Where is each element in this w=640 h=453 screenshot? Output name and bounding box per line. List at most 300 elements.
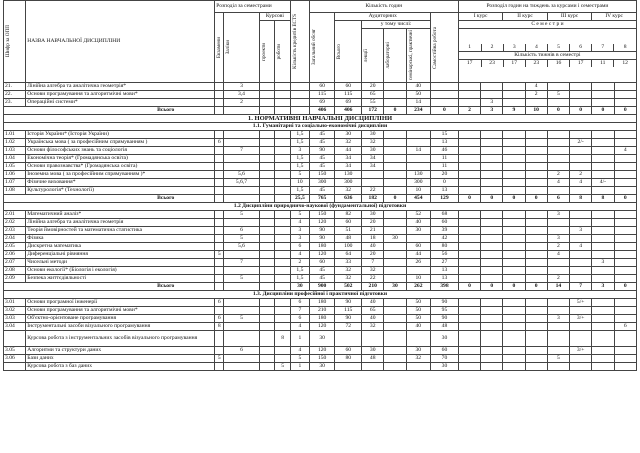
row-cell: 60: [406, 243, 430, 251]
row-cell: [503, 163, 525, 171]
row-cell: [215, 171, 224, 179]
row-cell: [458, 307, 480, 315]
row-cell: 14: [406, 147, 430, 155]
total-cell: 3: [481, 107, 503, 115]
row-cell: [503, 315, 525, 323]
row-cell: [458, 243, 480, 251]
row-cell: [259, 219, 275, 227]
row-cell: [592, 91, 614, 99]
row-cell: 5: [224, 211, 260, 219]
row-cell: [215, 275, 224, 283]
row-cell: 1,5: [290, 275, 309, 283]
row-cell: 300: [309, 179, 335, 187]
total-cell: 0: [525, 195, 547, 203]
row-cell: 30: [406, 347, 430, 355]
table-row: [4, 131, 637, 139]
row-cell: [614, 275, 637, 283]
row-cell: [458, 267, 480, 275]
row-cell: [458, 323, 480, 331]
row-cell: [215, 211, 224, 219]
row-cell: 45: [309, 163, 335, 171]
total-cell: [290, 107, 309, 115]
row-cell: [570, 307, 592, 315]
row-cell: [592, 251, 614, 259]
row-cell: [458, 187, 480, 195]
row-cell: [570, 363, 592, 371]
row-cell: [614, 347, 637, 355]
discipline-name: Об'єктно-орієнтоване програмування: [26, 315, 215, 323]
total-cell: 30: [384, 283, 406, 291]
row-cell: 180: [309, 243, 335, 251]
discipline-name: Математичний аналіз*: [26, 211, 215, 219]
row-cell: 32: [335, 187, 362, 195]
discipline-name: Українська мова ( за професійним спрямуванням ): [26, 139, 215, 147]
row-cell: [215, 307, 224, 315]
discipline-name: Бази даних: [26, 355, 215, 363]
row-code: 2.03: [4, 227, 26, 235]
row-cell: [592, 155, 614, 163]
row-cell: [614, 251, 637, 259]
row-cell: [224, 155, 260, 163]
row-cell: [547, 267, 569, 275]
row-cell: 13: [431, 267, 459, 275]
row-cell: [592, 315, 614, 323]
row-cell: [275, 227, 291, 235]
row-cell: 15: [431, 131, 459, 139]
row-cell: [503, 211, 525, 219]
table-row: [4, 99, 637, 107]
row-cell: [259, 187, 275, 195]
row-cell: [503, 323, 525, 331]
row-cell: [275, 355, 291, 363]
subsection-title-row: [4, 291, 637, 299]
row-cell: [481, 179, 503, 187]
row-cell: [614, 267, 637, 275]
row-cell: [259, 331, 275, 347]
row-cell: [275, 155, 291, 163]
row-cell: 4: [547, 251, 569, 259]
row-cell: 4/-: [592, 179, 614, 187]
row-cell: 30: [362, 131, 384, 139]
row-cell: 13: [431, 139, 459, 147]
row-code: 3.02: [4, 307, 26, 315]
row-cell: [547, 331, 569, 347]
row-cell: [592, 323, 614, 331]
row-cell: [275, 259, 291, 267]
row-cell: 6: [614, 323, 637, 331]
row-cell: [614, 355, 637, 363]
discipline-name: Основи програмування та алгоритмічні мови*: [26, 91, 215, 99]
row-cell: 10: [406, 187, 430, 195]
row-cell: [481, 171, 503, 179]
table-row: [4, 139, 637, 147]
row-cell: [481, 219, 503, 227]
row-cell: [614, 227, 637, 235]
header-ects: Кількість кредитів ECTS: [290, 1, 309, 83]
row-cell: [503, 275, 525, 283]
row-cell: [525, 331, 547, 347]
row-cell: 4: [570, 243, 592, 251]
row-cell: 5: [290, 211, 309, 219]
discipline-name: Економічна теорія* (Громадянська освіта): [26, 155, 215, 163]
semester-weeks: 23: [481, 60, 503, 68]
row-cell: 6: [290, 243, 309, 251]
row-cell: 300: [406, 179, 430, 187]
total-label: Всього: [4, 107, 215, 115]
row-cell: [384, 355, 406, 363]
row-cell: [525, 307, 547, 315]
row-cell: [406, 131, 430, 139]
total-cell: [224, 283, 260, 291]
row-cell: 34: [362, 155, 384, 163]
row-cell: 95: [431, 307, 459, 315]
row-cell: 90: [335, 315, 362, 323]
row-code: 1.05: [4, 163, 26, 171]
row-code: 2.09: [4, 275, 26, 283]
row-code: 3.03: [4, 315, 26, 323]
discipline-name: Культурологія* (Технології): [26, 187, 215, 195]
row-cell: [592, 243, 614, 251]
row-cell: [275, 99, 291, 107]
row-cell: 130: [335, 171, 362, 179]
row-cell: [570, 331, 592, 347]
total-cell: 0: [570, 107, 592, 115]
table-row: [4, 275, 637, 283]
table-row: [4, 243, 637, 251]
total-cell: [215, 283, 224, 291]
row-cell: 60: [335, 347, 362, 355]
row-cell: 5: [215, 251, 224, 259]
row-cell: [592, 331, 614, 347]
row-cell: 60: [335, 83, 362, 91]
total-cell: 210: [362, 283, 384, 291]
row-cell: [481, 347, 503, 355]
row-cell: 3: [290, 147, 309, 155]
row-code: 1.08: [4, 187, 26, 195]
total-cell: 0: [503, 195, 525, 203]
total-cell: 454: [406, 195, 430, 203]
total-cell: [275, 107, 291, 115]
row-cell: [224, 163, 260, 171]
row-cell: [224, 267, 260, 275]
row-cell: [259, 227, 275, 235]
row-cell: [525, 267, 547, 275]
row-cell: 180: [309, 315, 335, 323]
row-cell: [275, 131, 291, 139]
row-cell: [570, 275, 592, 283]
row-cell: 300: [335, 179, 362, 187]
row-cell: 7: [362, 259, 384, 267]
row-cell: [525, 147, 547, 155]
row-cell: [406, 163, 430, 171]
row-cell: [592, 163, 614, 171]
header-total: Загальний обсяг: [309, 13, 335, 83]
row-cell: [362, 179, 384, 187]
discipline-name: Історія України* (Історія України): [26, 131, 215, 139]
total-cell: 398: [431, 283, 459, 291]
header-semester-detail: [458, 29, 636, 83]
row-code: [4, 363, 26, 371]
row-cell: [215, 187, 224, 195]
row-cell: [215, 267, 224, 275]
row-cell: [592, 139, 614, 147]
discipline-name: Фізика: [26, 235, 215, 243]
row-cell: 52: [406, 211, 430, 219]
row-cell: [215, 347, 224, 355]
row-cell: 7: [224, 259, 260, 267]
row-cell: [215, 235, 224, 243]
row-cell: [503, 355, 525, 363]
row-cell: [259, 323, 275, 331]
header-weekly: Розподіл годин на тиждень за курсами і семестрами: [458, 1, 636, 13]
row-cell: [503, 299, 525, 307]
row-cell: 39: [431, 227, 459, 235]
row-cell: 65: [362, 307, 384, 315]
row-cell: [384, 275, 406, 283]
row-cell: [592, 355, 614, 363]
total-cell: 0: [431, 107, 459, 115]
row-cell: [458, 155, 480, 163]
row-cell: 7: [224, 147, 260, 155]
semester-weeks: 23: [525, 60, 547, 68]
row-cell: 40: [362, 243, 384, 251]
table-row: [4, 235, 637, 243]
row-cell: 30: [362, 211, 384, 219]
row-cell: [525, 155, 547, 163]
row-cell: 30: [406, 227, 430, 235]
row-cell: [547, 131, 569, 139]
total-cell: 765: [309, 195, 335, 203]
row-cell: [525, 299, 547, 307]
row-cell: [458, 91, 480, 99]
row-cell: [224, 323, 260, 331]
row-cell: 40: [406, 219, 430, 227]
row-cell: 42: [431, 235, 459, 243]
row-cell: 10: [406, 275, 430, 283]
total-cell: 234: [406, 107, 430, 115]
row-cell: 150: [309, 211, 335, 219]
discipline-name: Фізичне виховання*: [26, 179, 215, 187]
row-cell: [259, 163, 275, 171]
row-cell: [259, 83, 275, 91]
row-cell: 11: [431, 155, 459, 163]
row-cell: [215, 99, 224, 107]
header-all: Всього: [335, 21, 362, 83]
row-cell: [614, 235, 637, 243]
row-cell: 90: [309, 235, 335, 243]
row-cell: [224, 219, 260, 227]
row-cell: [481, 91, 503, 99]
total-cell: 0: [503, 283, 525, 291]
row-cell: 32: [335, 267, 362, 275]
row-cell: [458, 211, 480, 219]
row-cell: [503, 251, 525, 259]
row-cell: 4: [570, 179, 592, 187]
total-cell: 0: [384, 195, 406, 203]
row-cell: [525, 99, 547, 107]
header-lectures: лекції: [362, 29, 384, 83]
row-cell: 30: [362, 347, 384, 355]
row-cell: [525, 355, 547, 363]
table-row: [4, 267, 637, 275]
row-cell: [525, 363, 547, 371]
row-cell: [406, 235, 430, 243]
row-cell: [259, 91, 275, 99]
row-cell: [614, 243, 637, 251]
total-row: [4, 283, 637, 291]
row-cell: 6: [215, 299, 224, 307]
row-cell: [259, 147, 275, 155]
total-cell: [224, 107, 260, 115]
row-cell: [592, 363, 614, 371]
row-cell: [275, 243, 291, 251]
row-cell: [592, 83, 614, 91]
row-cell: [275, 211, 291, 219]
row-cell: 5,6,7: [224, 179, 260, 187]
row-cell: [570, 211, 592, 219]
row-cell: [614, 139, 637, 147]
row-cell: 56: [431, 251, 459, 259]
row-cell: [547, 163, 569, 171]
row-cell: [481, 307, 503, 315]
row-cell: [481, 355, 503, 363]
row-code: 3.01: [4, 299, 26, 307]
row-cell: [570, 155, 592, 163]
row-cell: [503, 347, 525, 355]
row-cell: [525, 187, 547, 195]
row-code: 2.01: [4, 211, 26, 219]
table-row: [4, 307, 637, 315]
table-row: [4, 355, 637, 363]
table-header: [4, 1, 637, 83]
row-cell: [570, 91, 592, 99]
row-cell: [614, 83, 637, 91]
row-cell: 5: [224, 235, 260, 243]
row-cell: 5: [290, 355, 309, 363]
row-cell: [384, 227, 406, 235]
row-cell: [481, 275, 503, 283]
row-code: 23.: [4, 99, 26, 107]
row-cell: [614, 131, 637, 139]
semester-number: 3: [503, 44, 525, 52]
table-row: [4, 219, 637, 227]
row-cell: [481, 155, 503, 163]
discipline-name: Алгоритми та структури даних: [26, 347, 215, 355]
row-cell: [275, 299, 291, 307]
row-cell: 4: [525, 83, 547, 91]
row-cell: 120: [309, 251, 335, 259]
row-cell: [570, 251, 592, 259]
row-cell: [259, 347, 275, 355]
row-cell: [335, 363, 362, 371]
row-cell: 1: [290, 331, 309, 347]
row-cell: [458, 227, 480, 235]
row-cell: [259, 363, 275, 371]
row-code: 1.06: [4, 171, 26, 179]
row-cell: [215, 219, 224, 227]
row-cell: 50: [406, 299, 430, 307]
row-cell: 69: [309, 99, 335, 107]
row-cell: [503, 307, 525, 315]
subsection-title-row: [4, 203, 637, 211]
row-cell: [275, 267, 291, 275]
header-seminars: семінарські, практичні: [406, 29, 430, 83]
row-cell: [275, 219, 291, 227]
row-cell: 3: [290, 235, 309, 243]
row-cell: 33: [335, 259, 362, 267]
row-cell: 3/+: [570, 315, 592, 323]
row-cell: [215, 91, 224, 99]
semester-number: 4: [525, 44, 547, 52]
row-cell: 21: [362, 227, 384, 235]
total-cell: 8: [570, 195, 592, 203]
row-cell: 1: [290, 363, 309, 371]
table-row: [4, 259, 637, 267]
semester-weeks: 12: [614, 60, 636, 68]
total-cell: 0: [592, 107, 614, 115]
row-cell: [215, 163, 224, 171]
row-cell: [458, 139, 480, 147]
row-cell: [525, 251, 547, 259]
total-cell: 0: [614, 283, 637, 291]
row-code: 2.05: [4, 243, 26, 251]
row-cell: [362, 171, 384, 179]
row-cell: 120: [309, 323, 335, 331]
row-cell: [224, 355, 260, 363]
row-cell: 5: [547, 355, 569, 363]
row-cell: [547, 363, 569, 371]
total-cell: 262: [406, 283, 430, 291]
row-cell: [224, 187, 260, 195]
row-cell: [503, 139, 525, 147]
row-cell: [481, 259, 503, 267]
row-cell: [406, 267, 430, 275]
row-cell: 1,5: [290, 131, 309, 139]
row-cell: [275, 323, 291, 331]
row-cell: [290, 99, 309, 107]
row-cell: [384, 99, 406, 107]
row-cell: [384, 187, 406, 195]
header-cipher: Шифр за ОПП: [4, 1, 26, 83]
row-cell: [406, 155, 430, 163]
row-cell: [458, 347, 480, 355]
row-cell: 3: [570, 227, 592, 235]
row-cell: [259, 259, 275, 267]
total-cell: 172: [362, 107, 384, 115]
discipline-name: Курсова робота з баз даних: [26, 363, 215, 371]
total-cell: 129: [431, 195, 459, 203]
row-cell: [458, 235, 480, 243]
row-cell: 2: [224, 99, 260, 107]
row-cell: 4: [547, 179, 569, 187]
row-cell: [384, 147, 406, 155]
row-cell: [259, 251, 275, 259]
row-cell: 150: [309, 171, 335, 179]
subsection-title: 1.2 Дисципліни природничо-наукової (фундаментальної) підготовки: [4, 203, 637, 211]
total-cell: [259, 107, 275, 115]
row-cell: 45: [309, 155, 335, 163]
row-cell: [570, 83, 592, 91]
row-cell: 40: [362, 315, 384, 323]
total-cell: 0: [384, 107, 406, 115]
row-cell: [614, 259, 637, 267]
row-cell: 1,5: [290, 139, 309, 147]
row-cell: [275, 139, 291, 147]
row-cell: 3/+: [570, 347, 592, 355]
semester-number: 1: [459, 44, 481, 52]
discipline-name: Курсова робота з інструментальних засобів візуального програмування: [26, 331, 215, 347]
row-cell: [458, 275, 480, 283]
